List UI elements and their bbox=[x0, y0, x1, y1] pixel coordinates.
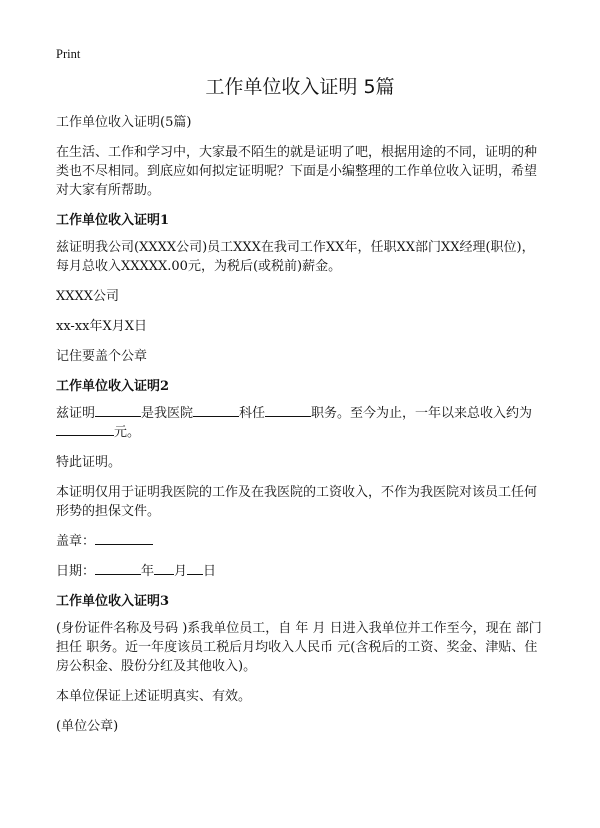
month-label: 月 bbox=[174, 564, 188, 579]
blank-field bbox=[95, 532, 153, 545]
section-2-seal-line bbox=[56, 532, 544, 551]
day-label: 日 bbox=[203, 564, 217, 579]
section-2-disclaimer: 本证明仅用于证明我医院的工作及在我医院的工资收入，不作为我医院对该员工任何形势的担保文件。 bbox=[56, 485, 538, 519]
section-3-seal: (单位公章) bbox=[56, 719, 119, 734]
blank-field bbox=[56, 423, 114, 436]
blank-field bbox=[154, 562, 174, 575]
blank-field bbox=[193, 404, 239, 417]
section-2-heading: 工作单位收入证明2 bbox=[56, 379, 170, 394]
section-3-heading: 工作单位收入证明3 bbox=[56, 594, 170, 609]
section-2-date-line bbox=[56, 562, 544, 581]
section-2-body-part5: 元。 bbox=[114, 425, 141, 440]
section-2-special: 特此证明。 bbox=[56, 455, 122, 470]
blank-field bbox=[95, 562, 141, 575]
section-3-guarantee: 本单位保证上述证明真实、有效。 bbox=[56, 689, 252, 704]
document-subtitle: 工作单位收入证明(5篇) bbox=[56, 115, 192, 130]
print-label: Print bbox=[56, 47, 81, 61]
date-label: 日期： bbox=[56, 564, 96, 579]
section-3-body: (身份证件名称及号码 )系我单位员工，自 年 月 日进入我单位并工作至今，现在 部门担任 职务。近一年度该员工税后月均收入人民币 元(含税后的工资、奖金、津贴、住房公积金、股份分红及其他收入)。 bbox=[56, 621, 542, 674]
section-2-body-part3: 科任 bbox=[239, 406, 266, 421]
blank-field bbox=[265, 404, 311, 417]
section-1-company: XXXX公司 bbox=[56, 289, 120, 304]
year-label: 年 bbox=[141, 564, 155, 579]
section-1-date: xx-xx年X月X日 bbox=[56, 319, 148, 334]
section-1-heading: 工作单位收入证明1 bbox=[56, 213, 170, 228]
section-2-body-part2: 是我医院 bbox=[141, 406, 194, 421]
blank-field bbox=[95, 404, 141, 417]
section-2-body bbox=[56, 404, 544, 442]
intro-paragraph: 在生活、工作和学习中，大家最不陌生的就是证明了吧，根据用途的不同，证明的种类也不尽相同。到底应如何拟定证明呢？下面是小编整理的工作单位收入证明，希望对大家有所帮助。 bbox=[56, 145, 538, 198]
section-2-body-part4: 职务。至今为止，一年以来总收入约为 bbox=[311, 406, 533, 421]
seal-label: 盖章： bbox=[56, 534, 96, 549]
blank-field bbox=[187, 562, 203, 575]
section-1-note: 记住要盖个公章 bbox=[56, 349, 148, 364]
section-2-body-part1: 兹证明 bbox=[56, 406, 96, 421]
section-1-body: 兹证明我公司(XXXX公司)员工XXX在我司工作XX年，任职XX部门XX经理(职位)，每月总收入XXXXX.00元，为税后(或税前)薪金。 bbox=[56, 240, 535, 274]
document-title: 工作单位收入证明 5篇 bbox=[205, 76, 395, 98]
